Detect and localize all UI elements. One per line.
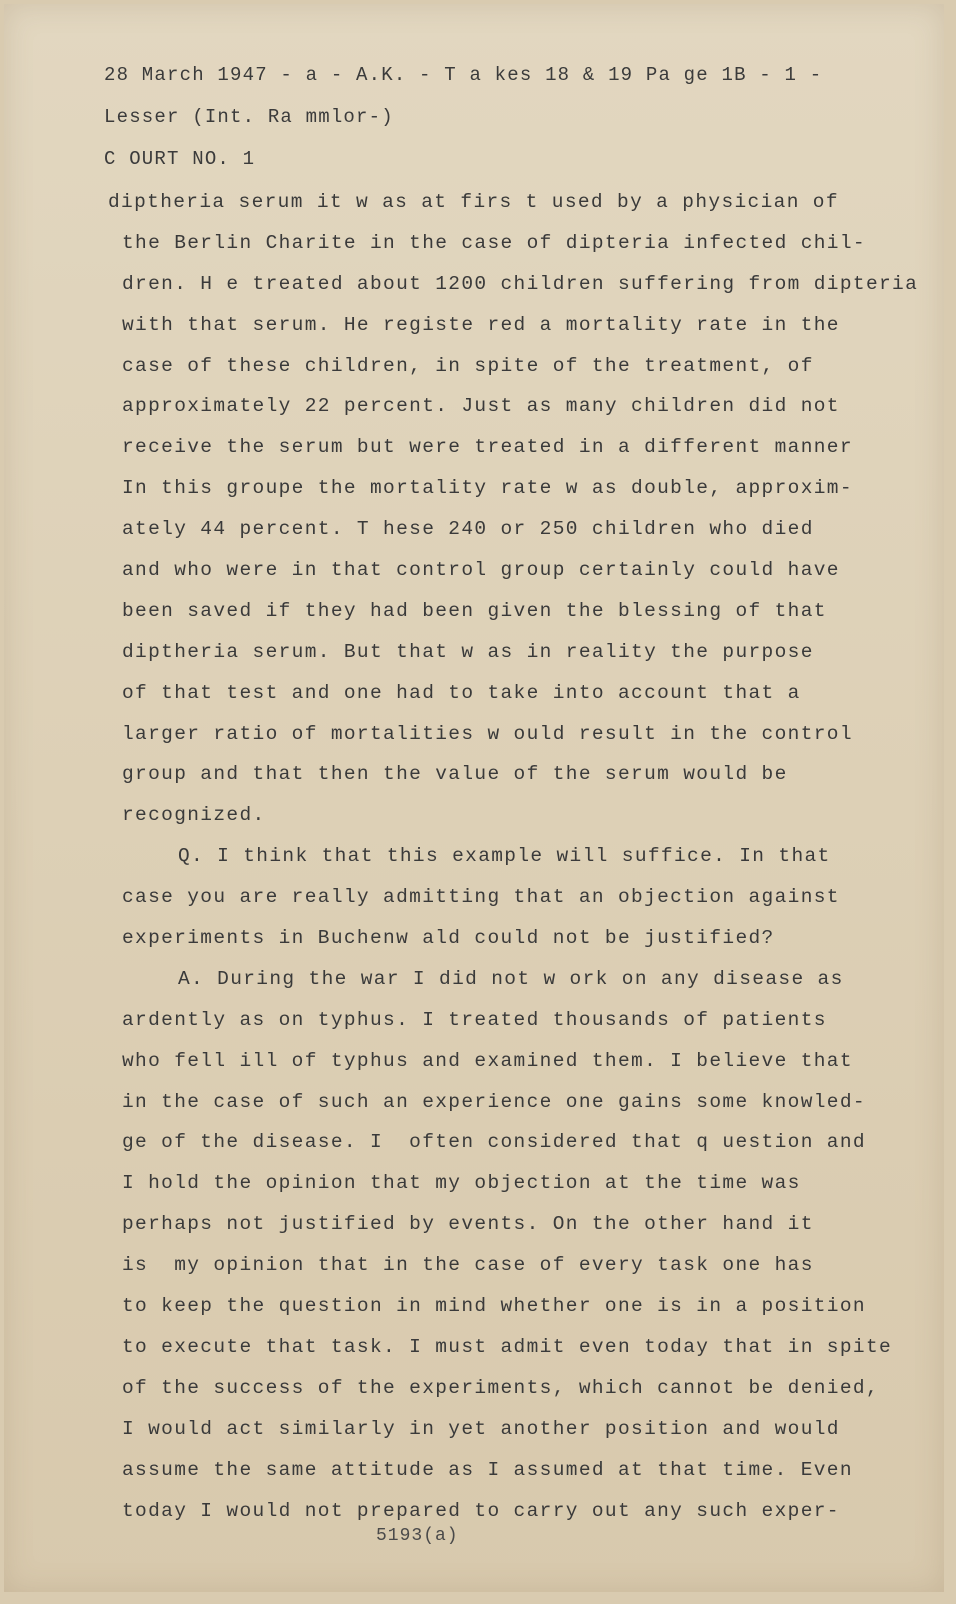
- transcript-line: approximately 22 percent. Just as many children did not: [122, 395, 840, 418]
- transcript-line: to keep the question in mind whether one is in a position: [122, 1295, 866, 1318]
- transcript-line: diptheria serum it w as at firs t used by a physician of: [108, 191, 839, 213]
- transcript-line: experiments in Buchenw ald could not be justified?: [122, 927, 775, 950]
- transcript-line: ge of the disease. I often considered that q uestion and: [122, 1131, 866, 1154]
- transcript-line: to execute that task. I must admit even today that in spite: [122, 1335, 893, 1358]
- transcript-line: perhaps not justified by events. On the other hand it: [122, 1213, 814, 1236]
- transcript-line: in the case of such an experience one gains some knowled-: [122, 1090, 866, 1113]
- transcript-line: recognized.: [122, 804, 266, 827]
- transcript-line: assume the same attitude as I assumed at that time. Even: [122, 1458, 853, 1481]
- document-page: [4, 4, 944, 1592]
- transcript-line: case of these children, in spite of the treatment, of: [122, 354, 814, 377]
- transcript-line-answer: A. During the war I did not w ork on any disease as: [178, 967, 844, 990]
- transcript-line: ardently as on typhus. I treated thousands of patients: [122, 1008, 827, 1031]
- transcript-line: been saved if they had been given the blessing of that: [122, 599, 827, 622]
- transcript-line: group and that then the value of the serum would be: [122, 763, 788, 786]
- transcript-line: of that test and one had to take into account that a: [122, 681, 801, 704]
- transcript-body: [108, 182, 928, 1531]
- document-header-names: Lesser (Int. Ra mmlor-): [104, 106, 394, 128]
- transcript-line: I would act similarly in yet another position and would: [122, 1417, 840, 1440]
- transcript-line: ately 44 percent. T hese 240 or 250 children who died: [122, 518, 814, 541]
- transcript-line: of the success of the experiments, which cannot be denied,: [122, 1376, 880, 1399]
- transcript-line: who fell ill of typhus and examined them. I believe that: [122, 1049, 853, 1072]
- transcript-line: In this groupe the mortality rate w as double, approxim-: [122, 477, 853, 500]
- document-header-court: C OURT NO. 1: [104, 148, 256, 170]
- transcript-line: receive the serum but were treated in a different manner: [122, 436, 853, 459]
- transcript-line-question: Q. I think that this example will suffice. In that: [178, 845, 831, 868]
- transcript-line: today I would not prepared to carry out any such exper-: [122, 1499, 840, 1522]
- transcript-line: I hold the opinion that my objection at the time was: [122, 1172, 801, 1195]
- document-header-date-line: 28 March 1947 - a - A.K. - T a kes 18 & 19 Pa ge 1B - 1 -: [104, 64, 823, 86]
- transcript-line: and who were in that control group certainly could have: [122, 559, 840, 582]
- transcript-line: dren. H e treated about 1200 children suffering from dipteria: [122, 272, 919, 295]
- transcript-line: the Berlin Charite in the case of dipteria infected chil-: [122, 231, 866, 254]
- transcript-line: case you are really admitting that an objection against: [122, 886, 840, 909]
- transcript-line: is my opinion that in the case of every task one has: [122, 1254, 814, 1277]
- transcript-line: with that serum. He registe red a mortality rate in the: [122, 313, 840, 336]
- transcript-line: larger ratio of mortalities w ould result in the control: [122, 722, 853, 745]
- transcript-line: diptheria serum. But that w as in reality the purpose: [122, 640, 814, 663]
- page-number: 5193(a): [376, 1526, 459, 1546]
